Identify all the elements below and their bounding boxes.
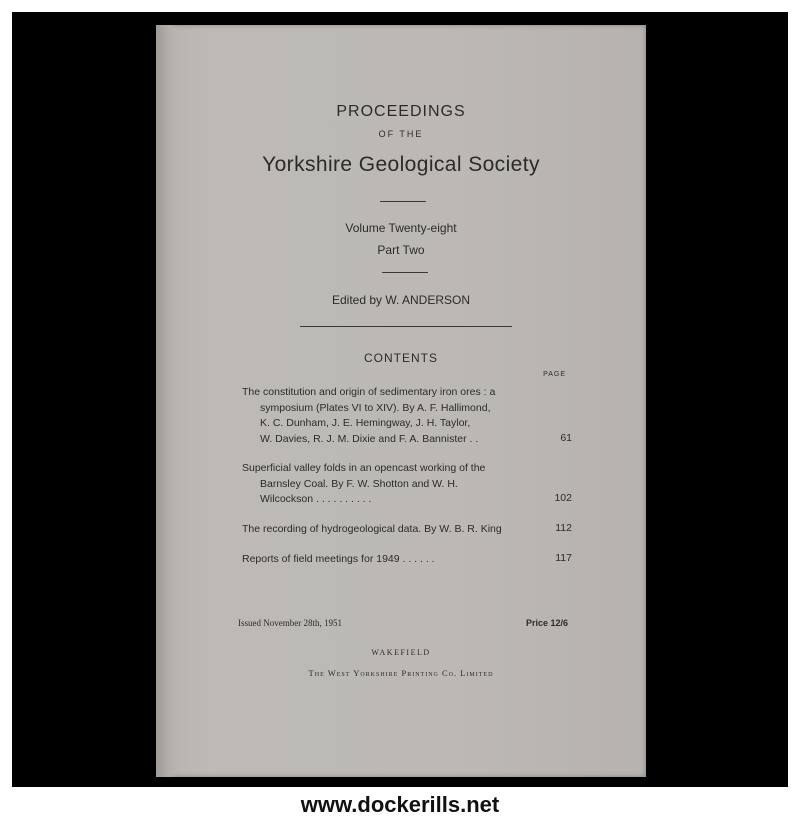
entry-line: K. C. Dunham, J. E. Hemingway, J. H. Taylor, — [260, 417, 471, 429]
entry-line: W. Davies, R. J. M. Dixie and F. A. Bannister . . — [260, 432, 479, 445]
price-label: Price 12/6 — [525, 618, 568, 628]
contents-entry-3 — [242, 522, 548, 538]
entry-page-number: 61 — [560, 432, 572, 444]
website-url: www.dockerills.net — [300, 792, 500, 817]
entry-line: Wilcockson . . . . . . . . . . — [260, 493, 372, 505]
entry-line: The recording of hydrogeological data. By W. B. R. King — [242, 523, 502, 535]
entry-line: Barnsley Coal. By F. W. Shotton and W. H. — [260, 477, 458, 490]
rule-middle — [382, 272, 428, 273]
entry-line: The constitution and origin of sedimentary iron ores : a — [242, 386, 496, 398]
entry-page-number: 112 — [555, 522, 572, 534]
page-column-heading: PAGE — [543, 371, 566, 378]
editor-label: Edited by W. ANDERSON — [331, 293, 471, 307]
publisher-place: WAKEFIELD — [371, 648, 431, 657]
rule-top — [380, 201, 426, 202]
issued-date: Issued November 28th, 1951 — [238, 618, 342, 628]
contents-heading: CONTENTS — [364, 351, 438, 365]
contents-entry-1 — [242, 385, 548, 447]
part-label: Part Two — [377, 243, 425, 257]
rule-long — [300, 326, 512, 327]
entry-line: Reports of field meetings for 1949 . . . . . . — [242, 553, 435, 565]
entry-page-number: 117 — [555, 552, 572, 564]
contents-entry-4 — [242, 552, 548, 568]
entry-line: symposium (Plates VI to XIV). By A. F. Hallimond, — [260, 401, 491, 414]
title-society: Yorkshire Geological Society — [262, 153, 540, 176]
title-of-the: OF THE — [378, 129, 424, 139]
entry-line: Superficial valley folds in an opencast working of the — [242, 462, 486, 474]
book-cover — [156, 25, 646, 777]
volume-label: Volume Twenty-eight — [345, 221, 457, 235]
title-proceedings: PROCEEDINGS — [336, 103, 466, 120]
entry-page-number: 102 — [554, 492, 572, 504]
contents-entry-2 — [242, 461, 548, 508]
printer-name: The West Yorkshire Printing Co. Limited — [308, 668, 494, 678]
